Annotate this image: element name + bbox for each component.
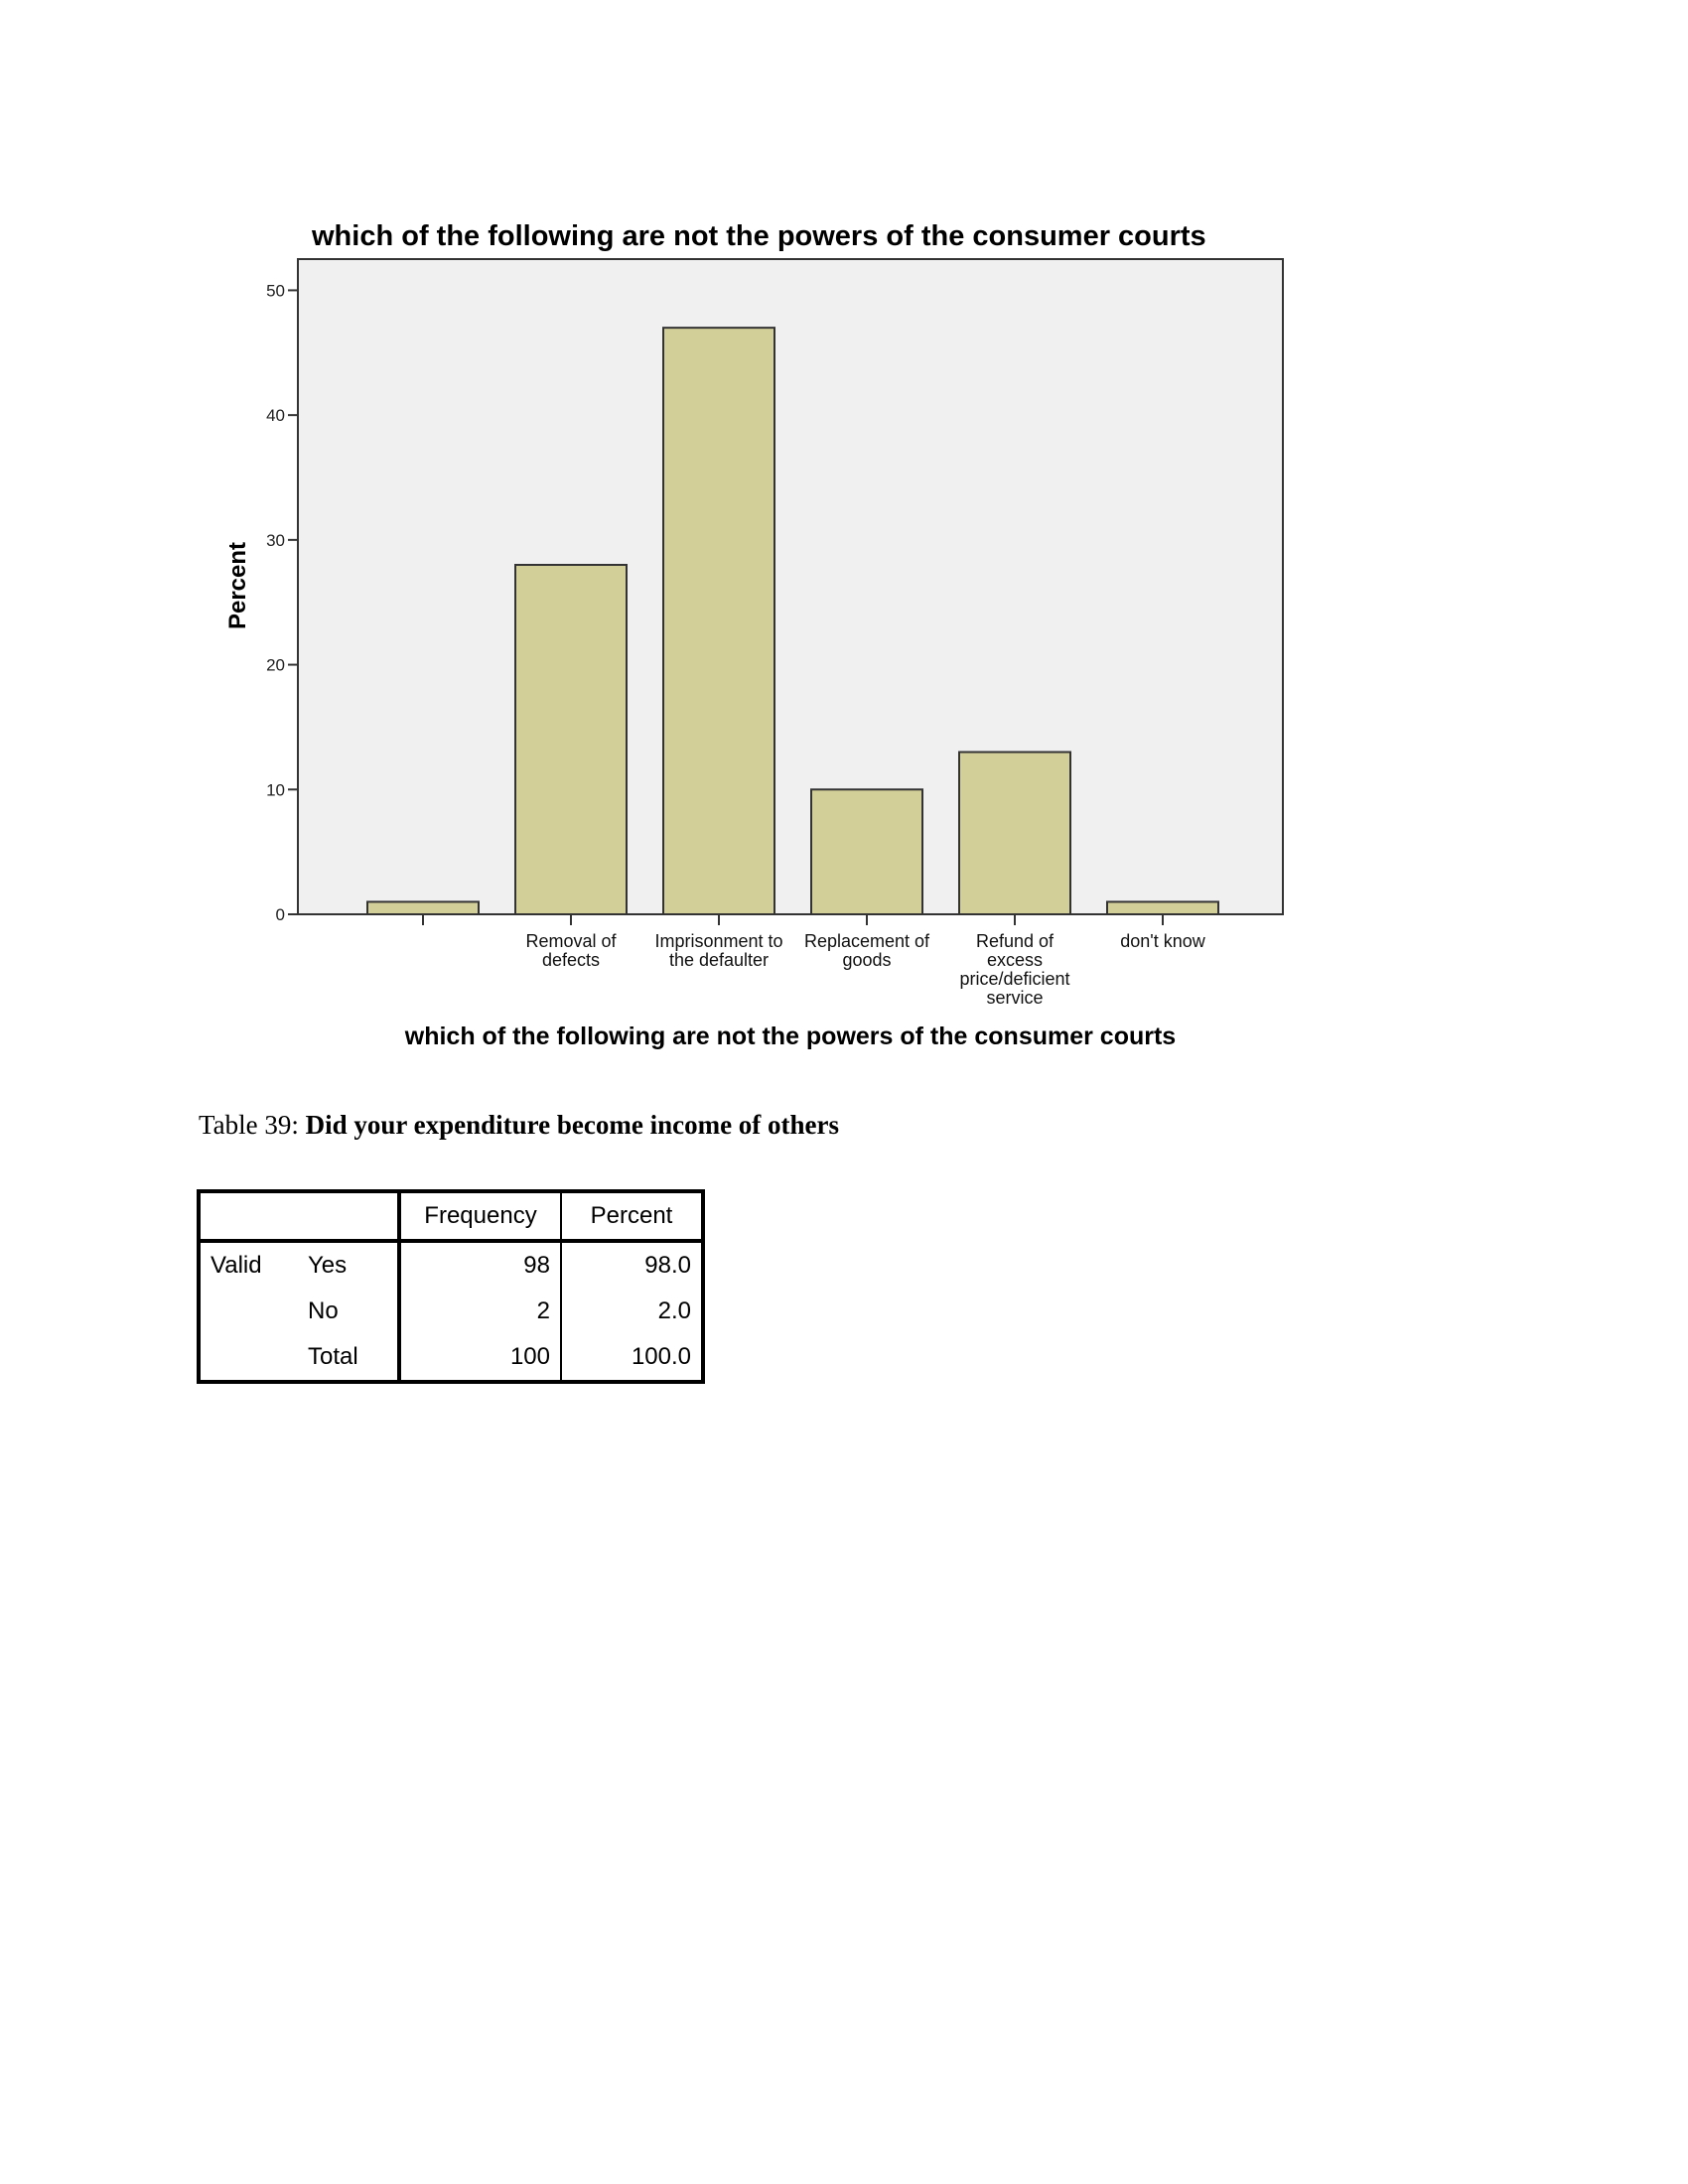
row-percent: 98.0 bbox=[644, 1252, 691, 1279]
row-frequency: 2 bbox=[399, 1289, 561, 1334]
row-label: Yes bbox=[298, 1241, 399, 1289]
group-label-empty bbox=[199, 1334, 298, 1382]
frequency-table bbox=[197, 1189, 705, 1384]
y-tick-label: 50 bbox=[266, 281, 285, 301]
row-frequency: 98 bbox=[399, 1241, 561, 1289]
plot-area bbox=[298, 259, 1283, 914]
group-label: Valid bbox=[211, 1252, 262, 1279]
y-tick-label: 20 bbox=[266, 655, 285, 675]
table-row bbox=[199, 1334, 703, 1382]
table-caption bbox=[199, 1110, 839, 1141]
group-label-empty bbox=[199, 1289, 298, 1334]
table-caption-title: Did your expenditure become income of others bbox=[305, 1110, 840, 1140]
table-header-row bbox=[199, 1191, 703, 1241]
table-row bbox=[199, 1241, 703, 1289]
y-tick-label: 30 bbox=[266, 530, 285, 550]
x-tick-label: Imprisonment to the defaulter bbox=[654, 931, 783, 970]
x-axis bbox=[423, 914, 1206, 1008]
header-blank-2 bbox=[298, 1191, 399, 1241]
y-tick-label: 10 bbox=[266, 780, 285, 800]
bar-chart bbox=[0, 0, 1688, 1072]
x-tick-label: Replacement of goods bbox=[803, 931, 930, 970]
header-percent: Percent bbox=[561, 1191, 703, 1241]
row-percent: 100.0 bbox=[631, 1343, 691, 1370]
table-caption-prefix: Table 39: bbox=[199, 1110, 306, 1140]
bar bbox=[515, 565, 627, 914]
table-row bbox=[199, 1289, 703, 1334]
x-axis-label: which of the following are not the powers of the consumer courts bbox=[404, 1023, 1177, 1050]
y-axis-label: Percent bbox=[224, 541, 251, 630]
bar bbox=[1107, 901, 1218, 914]
header-blank bbox=[199, 1191, 298, 1241]
bar bbox=[663, 328, 774, 914]
y-axis bbox=[266, 281, 298, 924]
bar bbox=[811, 789, 922, 914]
x-tick-label: don't know bbox=[1120, 931, 1205, 951]
x-tick-label: Removal of defects bbox=[525, 931, 617, 970]
chart-title: which of the following are not the powers of the consumer courts bbox=[312, 220, 1206, 252]
y-tick-label: 40 bbox=[266, 406, 285, 426]
x-tick-label: Refund of excess price/deficient service bbox=[959, 931, 1070, 1008]
row-percent: 2.0 bbox=[657, 1297, 691, 1324]
y-tick-label: 0 bbox=[275, 905, 285, 924]
bar bbox=[367, 901, 479, 914]
bar bbox=[959, 752, 1070, 914]
header-frequency: Frequency bbox=[399, 1191, 561, 1241]
row-label: Total bbox=[298, 1334, 399, 1382]
row-label: No bbox=[298, 1289, 399, 1334]
row-frequency: 100 bbox=[399, 1334, 561, 1382]
